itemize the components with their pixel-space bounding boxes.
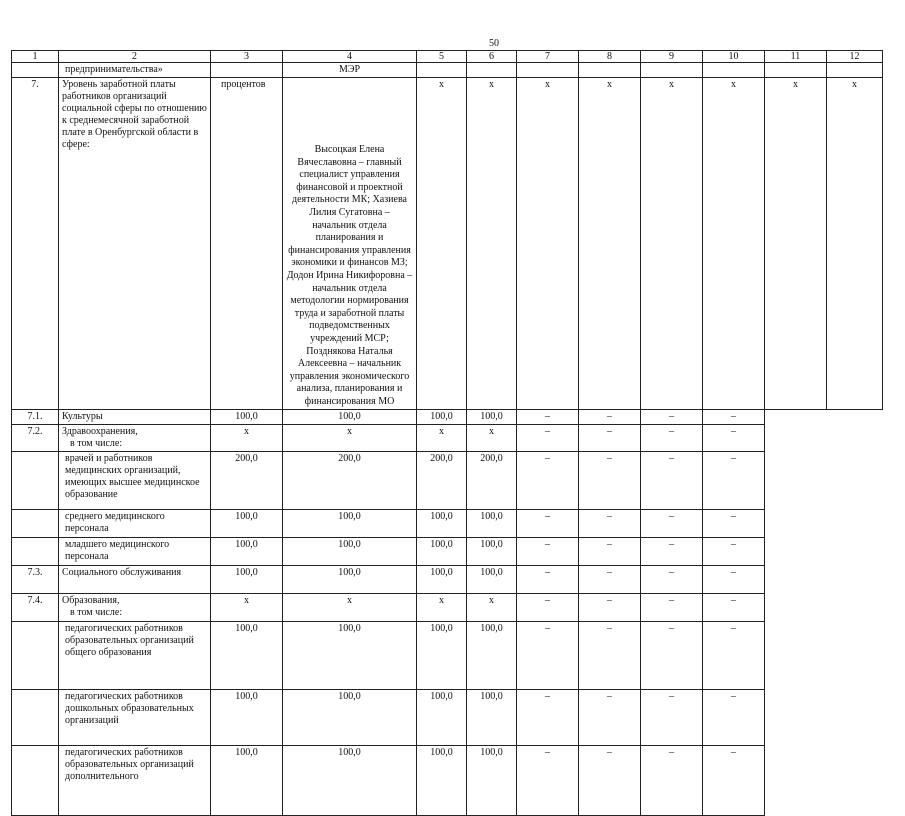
cell-value: 100,0 <box>283 538 417 566</box>
cell-value: – <box>517 746 579 816</box>
cell-value: 100,0 <box>467 622 517 690</box>
cell-value: – <box>703 690 765 746</box>
col-header: 12 <box>827 51 883 63</box>
cell-value: 100,0 <box>467 690 517 746</box>
cell-value: – <box>579 410 641 425</box>
col-header: 7 <box>517 51 579 63</box>
cell-name <box>59 452 211 510</box>
cell-value: – <box>579 452 641 510</box>
cell-name <box>59 538 211 566</box>
cell-value: – <box>517 538 579 566</box>
cell-number: 7. <box>12 78 59 410</box>
indicators-table <box>11 50 883 816</box>
cell-value: 200,0 <box>283 452 417 510</box>
table-row <box>12 78 883 410</box>
cell-number: 7.1. <box>12 410 59 425</box>
cell-value: – <box>703 538 765 566</box>
cell-name <box>59 594 211 622</box>
cell-value: – <box>517 594 579 622</box>
table-row <box>12 538 883 566</box>
cell-name: предпринимательства» <box>59 63 211 78</box>
cell-value: x <box>467 425 517 452</box>
cell-value: – <box>579 566 641 594</box>
cell-value: x <box>417 594 467 622</box>
cell-name-text: педагогических работников образовательных организаций дополнительного <box>65 747 194 783</box>
cell-value: – <box>579 622 641 690</box>
cell-name-text: Образования, <box>62 595 120 607</box>
cell-value: 100,0 <box>467 538 517 566</box>
cell-name-text: Социального обслуживания <box>62 567 182 579</box>
table-row <box>12 746 883 816</box>
cell-value: 100,0 <box>417 410 467 425</box>
cell-value: 200,0 <box>417 452 467 510</box>
cell-value: – <box>641 566 703 594</box>
cell-value: – <box>703 510 765 538</box>
cell-name <box>59 746 211 816</box>
cell-value: – <box>641 452 703 510</box>
cell-value: – <box>579 690 641 746</box>
cell-value: 100,0 <box>417 510 467 538</box>
cell-value: x <box>283 594 417 622</box>
cell-name: Уровень заработной платы работников организаций социальной сферы по отношению к среднемесячной заработной плате в Оренбургской области в сфере: <box>59 78 211 410</box>
cell-value: x <box>703 78 765 410</box>
cell-value: – <box>517 452 579 510</box>
cell-name-text: среднего медицинского персонала <box>65 511 165 535</box>
cell-value: 100,0 <box>211 746 283 816</box>
cell-value: – <box>517 690 579 746</box>
cell-number <box>12 538 59 566</box>
cell-value: 100,0 <box>417 746 467 816</box>
cell-value: x <box>517 78 579 410</box>
table-row <box>12 410 883 425</box>
cell-number: 7.4. <box>12 594 59 622</box>
cell-value: – <box>641 510 703 538</box>
cell-number <box>12 510 59 538</box>
cell-value: x <box>211 594 283 622</box>
cell-number: 7.3. <box>12 566 59 594</box>
cell-value: – <box>641 746 703 816</box>
cell-value: – <box>641 425 703 452</box>
cell-value: 100,0 <box>283 510 417 538</box>
cell-value: 100,0 <box>467 510 517 538</box>
cell-value: – <box>641 410 703 425</box>
cell-name-text: педагогических работников образовательных организаций общего образования <box>65 623 194 659</box>
cell-value: 100,0 <box>283 690 417 746</box>
table-row <box>12 510 883 538</box>
cell-value: – <box>517 510 579 538</box>
cell-number <box>12 452 59 510</box>
cell-value: 100,0 <box>417 690 467 746</box>
col-header: 3 <box>211 51 283 63</box>
cell-value: x <box>467 78 517 410</box>
cell-value: 100,0 <box>467 746 517 816</box>
cell-value: 100,0 <box>283 746 417 816</box>
col-header: 4 <box>283 51 417 63</box>
cell-value: – <box>641 594 703 622</box>
col-header: 2 <box>59 51 211 63</box>
cell-value: – <box>579 746 641 816</box>
cell-value: 100,0 <box>211 510 283 538</box>
cell-value: 100,0 <box>417 622 467 690</box>
cell-name <box>59 410 211 425</box>
cell-name <box>59 425 211 452</box>
col-header: 5 <box>417 51 467 63</box>
cell-value: – <box>703 622 765 690</box>
cell-value: x <box>417 425 467 452</box>
cell-number: 7.2. <box>12 425 59 452</box>
cell-value: x <box>211 425 283 452</box>
cell-name-text: младшего медицинского персонала <box>65 539 170 563</box>
cell-value: 100,0 <box>283 622 417 690</box>
cell-value: – <box>517 425 579 452</box>
cell-value: – <box>579 594 641 622</box>
cell-value: – <box>641 538 703 566</box>
cell-value: 100,0 <box>211 410 283 425</box>
col-header: 8 <box>579 51 641 63</box>
cell-value: 100,0 <box>467 410 517 425</box>
cell-name <box>59 510 211 538</box>
table-row <box>12 425 883 452</box>
cell-value: – <box>703 566 765 594</box>
col-header: 11 <box>765 51 827 63</box>
cell-value: – <box>517 566 579 594</box>
table-row <box>12 690 883 746</box>
col-header: 1 <box>12 51 59 63</box>
continuation-row <box>12 63 883 78</box>
cell-value: – <box>641 690 703 746</box>
column-number-row <box>12 51 883 63</box>
responsible-persons <box>283 78 417 410</box>
responsible-text: Высоцкая Елена Вячеславовна – главный специалист управления финансовой и проектной деятельности МК; Хазиева Лилия Сугатовна – начальник отдела планирования и финансирования управления экономики и финансов МЗ; Додон Ирина Никифоровна – начальник отдела методологии нормирования труда и заработной платы подведомственных учреждений МСР; Позднякова Наталья Алексеевна – начальник управления экономического анализа, планирования и финансирования МО <box>286 144 413 407</box>
table-row <box>12 594 883 622</box>
cell-number <box>12 622 59 690</box>
cell-value: 100,0 <box>417 538 467 566</box>
cell-value: – <box>579 538 641 566</box>
cell-value: – <box>579 425 641 452</box>
cell-value: x <box>827 78 883 410</box>
cell-name-text: педагогических работников дошкольных образовательных организаций <box>65 691 194 727</box>
cell-value: – <box>517 622 579 690</box>
cell-value: – <box>641 622 703 690</box>
cell-org: МЭР <box>283 63 417 78</box>
cell-value: 100,0 <box>283 410 417 425</box>
cell-name <box>59 622 211 690</box>
cell-value: – <box>579 510 641 538</box>
col-header: 9 <box>641 51 703 63</box>
cell-name <box>59 566 211 594</box>
page-number: 50 <box>489 38 499 49</box>
table-row <box>12 452 883 510</box>
cell-value: x <box>579 78 641 410</box>
cell-subtitle: в том числе: <box>70 607 123 619</box>
cell-value: 200,0 <box>467 452 517 510</box>
cell-name-text: Культуры <box>62 411 103 423</box>
cell-value: 100,0 <box>211 690 283 746</box>
cell-name <box>59 690 211 746</box>
cell-value: 100,0 <box>211 622 283 690</box>
table-row <box>12 622 883 690</box>
cell-subtitle: в том числе: <box>70 438 123 450</box>
cell-number <box>12 746 59 816</box>
cell-value: x <box>765 78 827 410</box>
cell-value: x <box>283 425 417 452</box>
col-header: 6 <box>467 51 517 63</box>
cell-value: x <box>467 594 517 622</box>
cell-value: – <box>703 425 765 452</box>
cell-value: 100,0 <box>417 566 467 594</box>
cell-value: – <box>703 746 765 816</box>
cell-name-text: Здравоохранения, <box>62 426 138 438</box>
cell-value: – <box>703 410 765 425</box>
cell-value: 100,0 <box>211 566 283 594</box>
cell-value: – <box>517 410 579 425</box>
cell-name-text: врачей и работников медицинских организаций, имеющих высшее медицинское образование <box>65 453 200 501</box>
cell-value: 100,0 <box>211 538 283 566</box>
cell-unit: процентов <box>211 78 283 410</box>
cell-value: x <box>641 78 703 410</box>
col-header: 10 <box>703 51 765 63</box>
cell-value: – <box>703 452 765 510</box>
cell-value: – <box>703 594 765 622</box>
cell-value: 100,0 <box>283 566 417 594</box>
cell-number <box>12 690 59 746</box>
cell-value: x <box>417 78 467 410</box>
table-row <box>12 566 883 594</box>
cell-value: 100,0 <box>467 566 517 594</box>
cell-value: 200,0 <box>211 452 283 510</box>
